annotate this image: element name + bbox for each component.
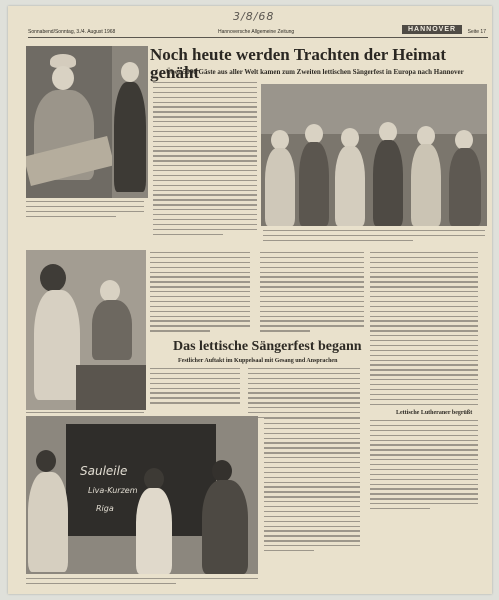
caption-1 <box>26 201 146 221</box>
article1-text-col2 <box>150 252 250 335</box>
caption-4 <box>26 578 258 588</box>
chalk-text-3: Riga <box>96 504 114 513</box>
section-label: HANNOVER <box>402 25 462 34</box>
headline-3: Lettische Lutheraner begrüßt <box>396 410 473 416</box>
article2-text-col1 <box>150 368 240 407</box>
masthead-paper: Hannoversche Allgemeine Zeitung <box>218 29 295 35</box>
subheadline-2: Festlicher Auftakt im Kuppelsaal mit Gesang und Ansprachen <box>178 358 338 364</box>
headline-1: Noch heute werden Trachten der Heimat genäht <box>150 45 447 82</box>
photo-woman-costume <box>26 46 112 198</box>
chalk-text-2: Liva-Kurzem <box>88 486 138 495</box>
photo-man <box>112 46 148 198</box>
masthead <box>28 26 488 38</box>
subheadline-1: Über 5000 Gäste aus aller Welt kamen zum Zweiten lettischen Sängerfest in Europa nach Hannover <box>166 68 464 76</box>
page-number: Seite 17 <box>467 29 486 35</box>
article1-text-col4 <box>370 252 478 409</box>
handwritten-date: 3/8/68 <box>233 10 275 23</box>
article1-text-col3 <box>260 252 364 335</box>
chalk-text-1: Sauleile <box>80 464 128 478</box>
masthead-date: Sonnabend/Sonntag, 3./4. August 1968 <box>28 29 116 35</box>
article2-text-col3 <box>264 418 360 555</box>
article1-text <box>153 82 257 239</box>
caption-2 <box>263 230 485 245</box>
newspaper-clipping <box>8 6 492 594</box>
article3-text <box>370 420 478 513</box>
headline-2: Das lettische Sängerfest begann <box>173 339 362 354</box>
photo-women-sewing <box>26 250 146 410</box>
photo-choir-women <box>261 84 487 226</box>
article2-text-col2 <box>248 368 360 422</box>
photo-chalkboard-group <box>26 416 258 574</box>
